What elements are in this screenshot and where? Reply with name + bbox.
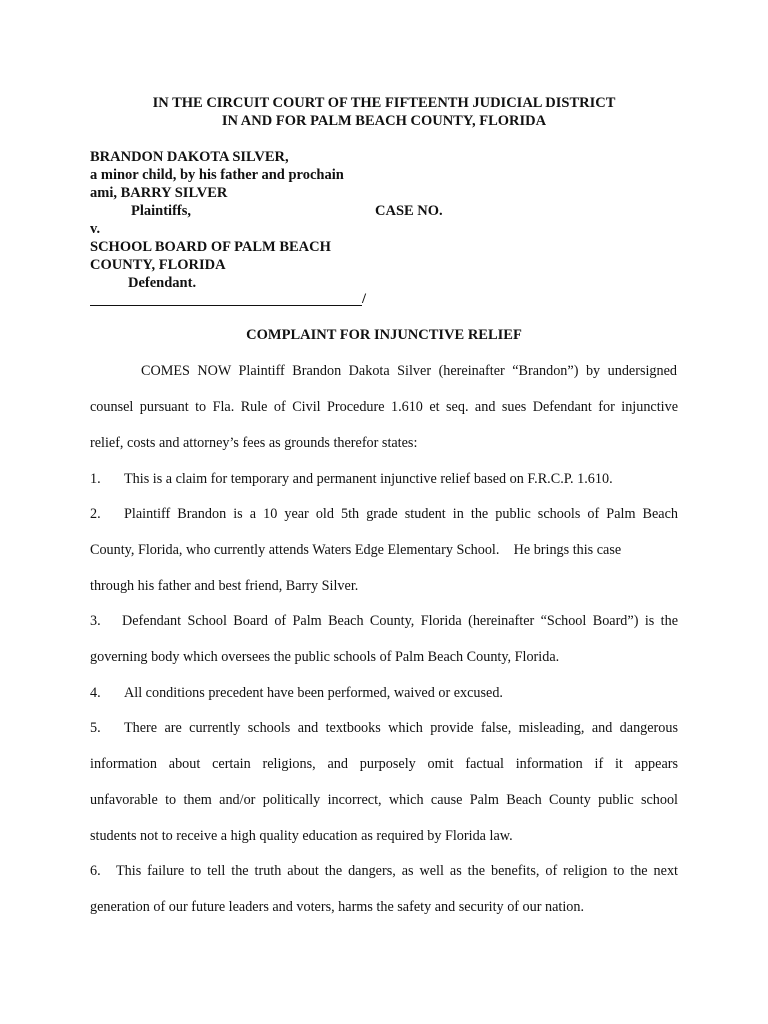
paragraph-number: 6. [90,863,101,879]
paragraph-5-line-3: unfavorable to them and/or politically incorrect, which cause Palm Beach County public school [90,792,678,808]
defendant-name-line1: SCHOOL BOARD OF PALM BEACH [90,239,331,255]
paragraph-5-line-2: information about certain religions, and purposely omit factual information if it appears [90,756,678,772]
case-number-label: CASE NO. [375,203,443,219]
paragraph-text: There are currently schools and textbooks which provide false, misleading, and dangerous [124,720,678,736]
paragraph-3-line-2: governing body which oversees the public schools of Palm Beach County, Florida. [90,649,560,665]
caption-divider-rule [90,305,362,306]
paragraph-3-line-1 [90,612,678,630]
paragraph-2-line-3: through his father and best friend, Barry Silver. [90,578,359,594]
paragraph-6-line-1 [90,862,678,880]
intro-line-2: counsel pursuant to Fla. Rule of Civil Procedure 1.610 et seq. and sues Defendant for injunctive [90,399,678,415]
paragraph-number: 2. [90,506,101,522]
paragraph-number: 4. [90,685,101,701]
plaintiff-description-line1: a minor child, by his father and prochain [90,167,344,183]
intro-line-1: COMES NOW Plaintiff Brandon Dakota Silver (hereinafter “Brandon”) by undersigned [141,363,677,379]
paragraph-2-line-2: County, Florida, who currently attends Waters Edge Elementary School. He brings this case [90,542,622,558]
paragraph-text: This is a claim for temporary and permanent injunctive relief based on F.R.C.P. 1.610. [124,471,613,487]
plaintiff-name: BRANDON DAKOTA SILVER, [90,149,289,165]
defendant-label: Defendant. [128,275,197,291]
paragraph-text: All conditions precedent have been performed, waived or excused. [124,685,503,701]
paragraph-number: 5. [90,720,101,736]
paragraph-5-line-4: students not to receive a high quality education as required by Florida law. [90,828,513,844]
plaintiffs-label: Plaintiffs, [131,203,192,219]
paragraph-4 [90,684,678,702]
paragraph-number: 1. [90,471,101,487]
paragraph-text: Plaintiff Brandon is a 10 year old 5th grade student in the public schools of Palm Beach [124,506,678,522]
paragraph-2-line-1 [90,505,678,523]
versus-label: v. [90,221,101,237]
paragraph-number: 3. [90,613,101,629]
paragraph-5-line-1 [90,719,678,737]
court-heading-line2: IN AND FOR PALM BEACH COUNTY, FLORIDA [221,113,547,129]
defendant-name-line2: COUNTY, FLORIDA [90,257,226,273]
plaintiff-description-line2: ami, BARRY SILVER [90,185,228,201]
paragraph-text: This failure to tell the truth about the dangers, as well as the benefits, of religion to the next [116,863,678,879]
intro-line-3: relief, costs and attorney’s fees as grounds therefor states: [90,435,418,451]
document-title: COMPLAINT FOR INJUNCTIVE RELIEF [246,327,522,343]
paragraph-1 [90,470,678,488]
caption-divider-slash: / [362,291,367,307]
paragraph-text: Defendant School Board of Palm Beach County, Florida (hereinafter “School Board”) is the [122,613,678,629]
paragraph-6-line-2: generation of our future leaders and voters, harms the safety and security of our nation. [90,899,585,915]
court-heading-line1: IN THE CIRCUIT COURT OF THE FIFTEENTH JUDICIAL DISTRICT [152,95,616,111]
